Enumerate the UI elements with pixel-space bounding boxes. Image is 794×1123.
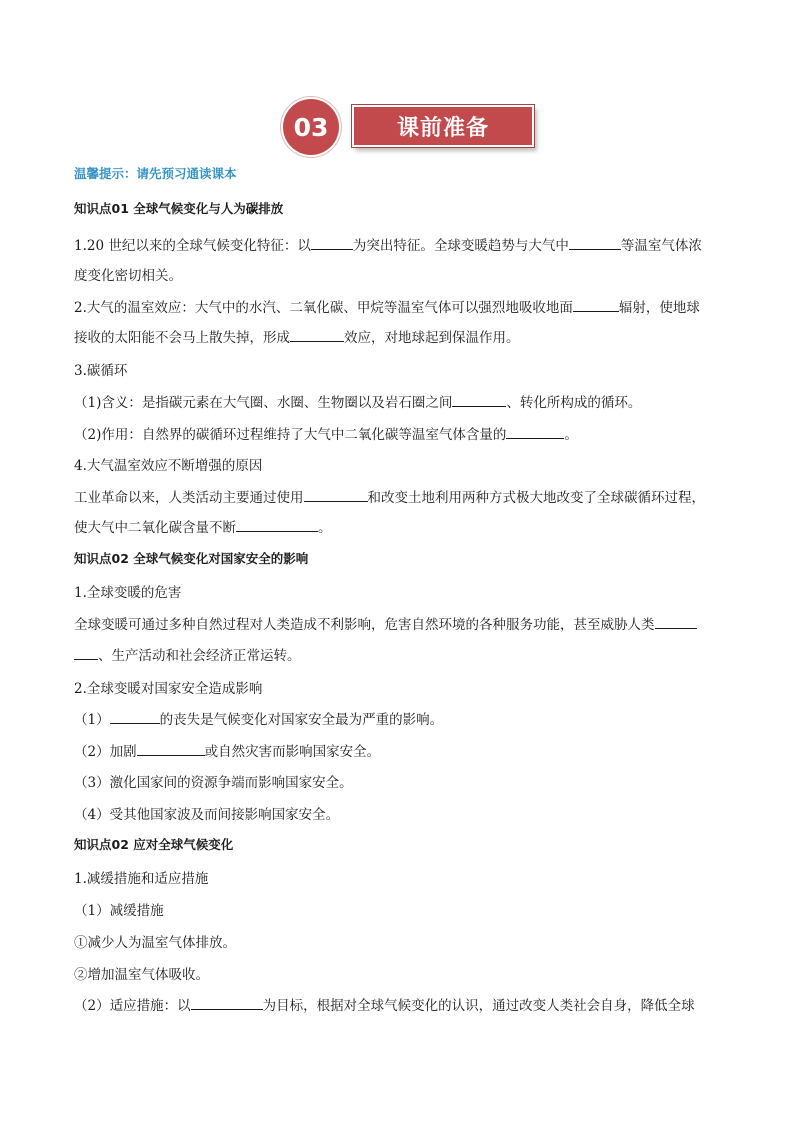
k1-p2-text-d: 效应，对地球起到保温作用。: [344, 330, 520, 346]
fill-blank[interactable]: [452, 393, 506, 407]
k1-p1-text-b: 为突出特征。全球变暖趋势与大气中: [352, 238, 569, 254]
k1-p1-text-c: 等温室气体浓: [620, 238, 702, 254]
k2-i2-text-b: 或自然灾害而影响国家安全。: [204, 744, 381, 760]
k1-carbon-cycle-definition: [74, 391, 641, 411]
k1-p3-2-text-b: 。: [564, 427, 578, 443]
k2-paragraph-2-title: 2.全球变暖对国家安全造成影响: [74, 681, 263, 697]
fill-blank[interactable]: [655, 615, 697, 629]
k1-carbon-cycle-function: [74, 423, 578, 443]
k1-paragraph-1-line-1: [74, 234, 702, 254]
knowledge-point-1-heading: 知识点01 全球气候变化与人为碳排放: [74, 201, 284, 216]
fill-blank[interactable]: [74, 646, 98, 660]
k1-p1-text-a: 1.20 世纪以来的全球气候变化特征：以: [74, 238, 311, 254]
fill-blank[interactable]: [311, 236, 353, 250]
k2-paragraph-1-line-1: [74, 613, 697, 633]
fill-blank[interactable]: [110, 710, 160, 724]
k2-i1-text-b: 的丧失是气候变化对国家安全最为严重的影响。: [159, 712, 444, 728]
k3-subsection-1: （1）减缓措施: [74, 903, 164, 919]
knowledge-point-2-heading: 知识点02 全球气候变化对国家安全的影响: [74, 551, 309, 566]
k1-paragraph-3-title: 3.碳循环: [74, 363, 128, 379]
k3-s2-text-a: （2）适应措施：以: [74, 998, 191, 1014]
k3-paragraph-1-title: 1.减缓措施和适应措施: [74, 871, 209, 887]
fill-blank[interactable]: [304, 488, 368, 502]
k1-p4-text-b: 和改变土地利用两种方式极大地改变了全球碳循环过程，: [367, 490, 705, 506]
section-title: 课前准备: [352, 105, 534, 147]
k3-measure-1: ①减少人为温室气体排放。: [74, 935, 236, 951]
k1-paragraph-2-line-2: [74, 326, 520, 346]
fill-blank[interactable]: [191, 996, 263, 1010]
k1-paragraph-4-title: 4.大气温室效应不断增强的原因: [74, 458, 263, 474]
k1-p2-text-a: 2.大气的温室效应：大气中的水汽、二氧化碳、甲烷等温室气体可以强烈地吸收地面: [74, 300, 573, 316]
k1-p3-2-text-a: （2)作用：自然界的碳循环过程维持了大气中二氧化碳等温室气体含量的: [74, 427, 507, 443]
section-number-badge: 03: [283, 99, 339, 155]
k1-p3-1-text-b: 、转化所构成的循环。: [506, 395, 642, 411]
k1-p4-text-c: 使大气中二氧化碳含量不断: [74, 520, 236, 536]
k2-item-1: [74, 708, 443, 728]
knowledge-point-3-heading: 知识点02 应对全球气候变化: [74, 837, 234, 852]
fill-blank[interactable]: [290, 328, 344, 342]
fill-blank[interactable]: [569, 236, 621, 250]
k2-item-2: [74, 740, 380, 760]
fill-blank[interactable]: [506, 425, 564, 439]
k3-measure-2: ②增加温室气体吸收。: [74, 967, 209, 983]
fill-blank[interactable]: [137, 742, 205, 756]
k1-p4-text-d: 。: [318, 520, 332, 536]
k1-p3-1-text-a: （1)含义：是指碳元素在大气圈、水圈、生物圈以及岩石圈之间: [74, 395, 453, 411]
k2-i1-text-a: （1）: [74, 712, 110, 728]
k1-p2-text-c: 接收的太阳能不会马上散失掉，形成: [74, 330, 290, 346]
fill-blank[interactable]: [573, 298, 619, 312]
k2-paragraph-1-title: 1.全球变暖的危害: [74, 585, 182, 601]
k1-paragraph-2-line-1: [74, 296, 700, 316]
k1-p2-text-b: 辐射，使地球: [618, 300, 700, 316]
fill-blank[interactable]: [236, 518, 318, 532]
k2-p1-text-a: 全球变暖可通过多种自然过程对人类造成不利影响，危害自然环境的各种服务功能，甚至威胁人类: [74, 617, 655, 633]
k2-item-3: （3）激化国家间的资源争端而影响国家安全。: [74, 775, 353, 791]
reminder-tip: 温馨提示：请先预习通读课本: [74, 166, 237, 181]
k3-s2-text-b: 为目标，根据对全球气候变化的认识，通过改变人类社会自身，降低全球: [262, 998, 695, 1014]
section-header: [283, 97, 533, 159]
k3-subsection-2: [74, 994, 695, 1014]
k2-p1-text-b: 、生产活动和社会经济正常运转。: [98, 648, 301, 664]
k2-item-4: （4）受其他国家波及而间接影响国家安全。: [74, 807, 340, 823]
k1-paragraph-4-line-2: [74, 516, 332, 536]
k1-p4-text-a: 工业革命以来，人类活动主要通过使用: [74, 490, 304, 506]
k2-paragraph-1-line-2: [74, 644, 301, 664]
k2-i2-text-a: （2）加剧: [74, 744, 137, 760]
k1-paragraph-1-line-2: 度变化密切相关。: [74, 268, 182, 284]
k1-paragraph-4-line-1: [74, 486, 705, 506]
